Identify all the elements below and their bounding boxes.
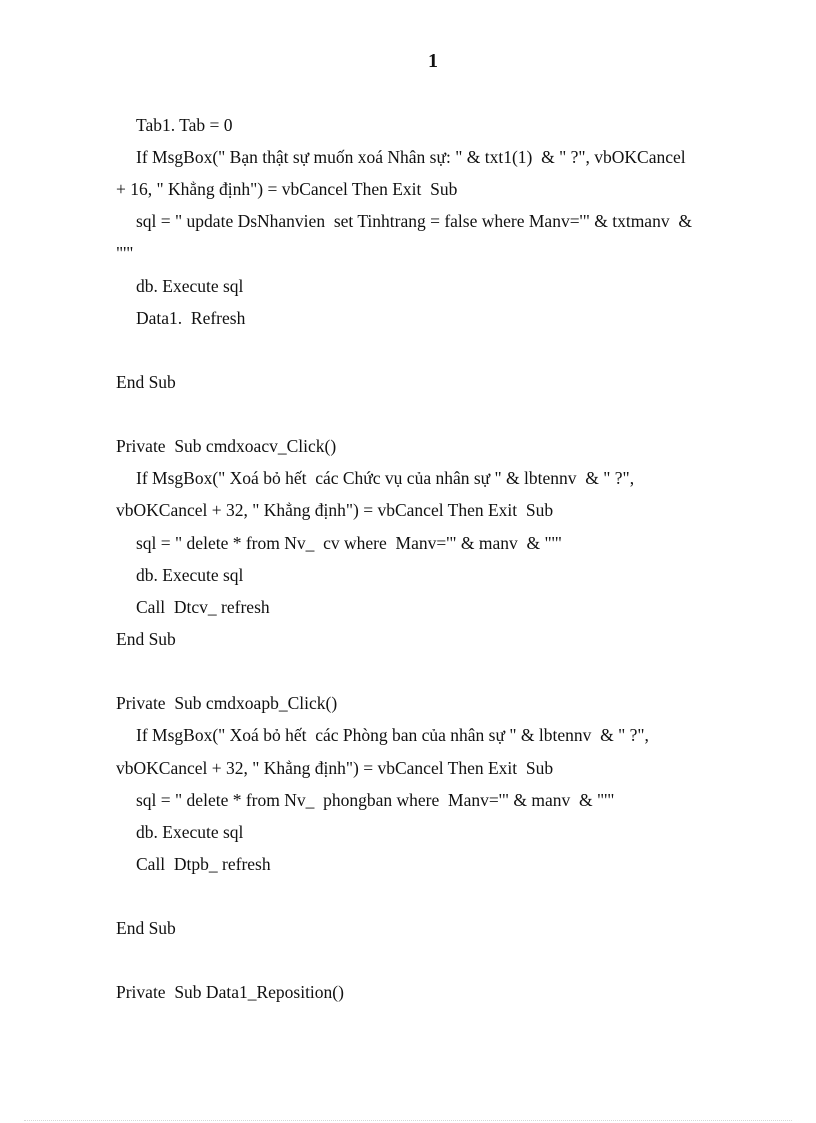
code-line: + 16, " Khẳng định") = vbCancel Then Exit Sub [116,179,458,199]
code-line: Call Dtcv_ refresh [136,597,270,617]
code-line: sql = " update DsNhanvien set Tinhtrang = false where Manv='" & txtmanv & [136,211,692,231]
code-line: db. Execute sql [136,276,244,296]
code-line: If MsgBox(" Xoá bỏ hết các Phòng ban của nhân sự " & lbtennv & " ?", [136,725,649,745]
code-line: Private Sub Data1_Reposition() [116,982,344,1002]
code-line: End Sub [116,629,176,649]
code-line: End Sub [116,372,176,392]
code-line: Call Dtpb_ refresh [136,854,271,874]
code-line: vbOKCancel + 32, " Khẳng định") = vbCancel Then Exit Sub [116,758,554,778]
code-line: Private Sub cmdxoacv_Click() [116,436,337,456]
code-line: If MsgBox(" Xoá bỏ hết các Chức vụ của nhân sự " & lbtennv & " ?", [136,468,635,488]
page-bottom-rule [24,1120,792,1121]
code-line: "'" [116,243,134,263]
code-line: Private Sub cmdxoapb_Click() [116,693,338,713]
page-number: 1 [428,50,438,72]
code-line: db. Execute sql [136,822,244,842]
code-line: If MsgBox(" Bạn thật sự muốn xoá Nhân sự: " & txt1(1) & " ?", vbOKCancel [136,147,686,167]
code-line: Tab1. Tab = 0 [136,115,233,135]
code-line: Data1. Refresh [136,308,246,328]
code-line: db. Execute sql [136,565,244,585]
code-line: sql = " delete * from Nv_ cv where Manv='" & manv & "'" [136,533,562,553]
code-line: End Sub [116,918,176,938]
code-line: vbOKCancel + 32, " Khẳng định") = vbCancel Then Exit Sub [116,500,554,520]
code-line: sql = " delete * from Nv_ phongban where Manv='" & manv & "'" [136,790,615,810]
